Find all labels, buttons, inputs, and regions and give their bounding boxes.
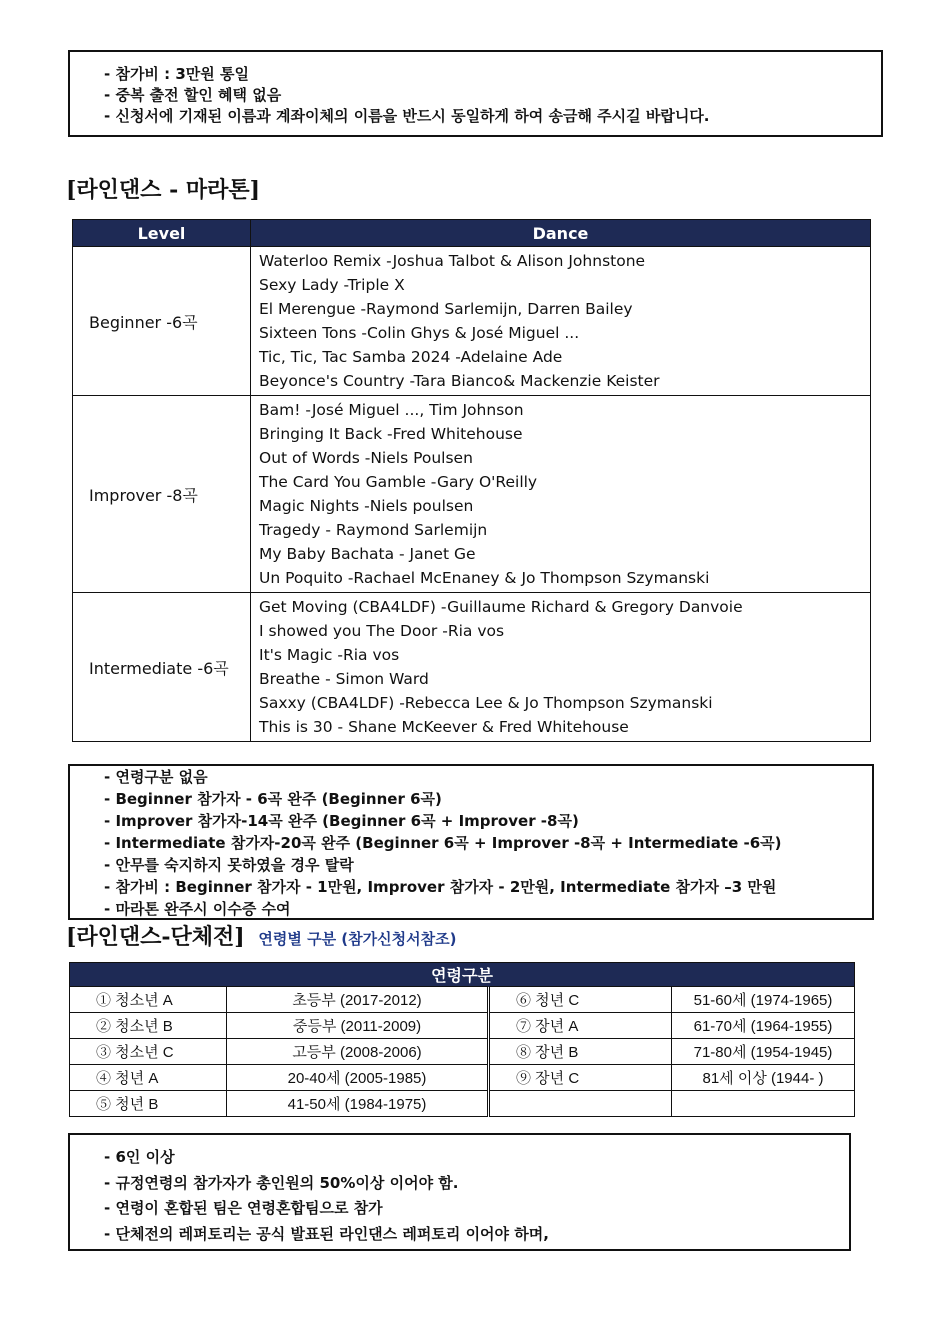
song-item: Saxxy (CBA4LDF) -Rebecca Lee & Jo Thompson Szymanski — [259, 694, 713, 712]
team-notes-box — [68, 1133, 851, 1251]
song-item: Sexy Lady -Triple X — [259, 276, 405, 294]
team-note: - 규정연령의 참가자가 총인원의 50%이상 이어야 함. — [104, 1171, 849, 1197]
marathon-notes-list — [104, 766, 872, 920]
marathon-note: - Beginner 참가자 - 6곡 완주 (Beginner 6곡) — [104, 788, 872, 810]
song-item: My Baby Bachata - Janet Ge — [259, 545, 476, 563]
song-item: Tic, Tic, Tac Samba 2024 -Adelaine Ade — [259, 348, 563, 366]
table-row — [70, 1065, 855, 1091]
song-item: Un Poquito -Rachael McEnaney & Jo Thompson Szymanski — [259, 569, 710, 587]
team-note: - 6인 이상 — [104, 1145, 849, 1171]
age-group-name: ⑧ 장년 B — [489, 1039, 672, 1065]
marathon-note: - 마라톤 완주시 이수증 수여 — [104, 898, 872, 920]
song-item: Magic Nights -Niels poulsen — [259, 497, 474, 515]
song-item: The Card You Gamble -Gary O'Reilly — [259, 473, 538, 491]
age-group-range: 20-40세 (2005-1985) — [227, 1065, 489, 1091]
song-item: Beyonce's Country -Tara Bianco& Mackenzie Keister — [259, 372, 660, 390]
fee-notes-box — [68, 50, 883, 137]
song-item: Bam! -José Miguel ..., Tim Johnson — [259, 401, 524, 419]
song-item: Sixteen Tons -Colin Ghys & José Miguel ... — [259, 324, 580, 342]
table-header-row — [73, 220, 871, 247]
age-group-range: 81세 이상 (1944- ) — [672, 1065, 855, 1091]
age-group-range: 초등부 (2017-2012) — [227, 987, 489, 1013]
table-row — [70, 1039, 855, 1065]
song-item: Breathe - Simon Ward — [259, 670, 429, 688]
level-cell-intermediate: Intermediate -6곡 — [73, 593, 251, 742]
age-group-name: ③ 청소년 C — [70, 1039, 227, 1065]
team-heading-title: [라인댄스-단체전] — [66, 924, 245, 950]
level-column-header: Level — [73, 220, 251, 247]
songs-cell-intermediate — [251, 593, 871, 742]
marathon-note: - 참가비 : Beginner 참가자 - 1만원, Improver 참가자 - 2만원, Intermediate 참가자 –3 만원 — [104, 876, 872, 898]
age-group-name: ⑨ 장년 C — [489, 1065, 672, 1091]
age-group-range: 61-70세 (1964-1955) — [672, 1013, 855, 1039]
age-group-range: 고등부 (2008-2006) — [227, 1039, 489, 1065]
age-group-range: 중등부 (2011-2009) — [227, 1013, 489, 1039]
age-group-name: ⑤ 청년 B — [70, 1091, 227, 1117]
age-group-name — [489, 1091, 672, 1117]
age-group-name: ④ 청년 A — [70, 1065, 227, 1091]
team-note: - 연령이 혼합된 팀은 연령혼합팀으로 참가 — [104, 1196, 849, 1222]
fee-note: - 신청서에 기재된 이름과 계좌이체의 이름을 반드시 동일하게 하여 송금해 주시길 바랍니다. — [104, 106, 881, 127]
song-item: Out of Words -Niels Poulsen — [259, 449, 473, 467]
fee-note: - 참가비 : 3만원 통일 — [104, 64, 881, 85]
marathon-note: - 연령구분 없음 — [104, 766, 872, 788]
dance-column-header: Dance — [251, 220, 871, 247]
age-table-title: 연령구분 — [70, 963, 855, 987]
table-row — [70, 1091, 855, 1117]
table-row — [73, 593, 871, 742]
song-item: Get Moving (CBA4LDF) -Guillaume Richard & Gregory Danvoie — [259, 598, 743, 616]
age-group-range: 71-80세 (1954-1945) — [672, 1039, 855, 1065]
age-group-range: 41-50세 (1984-1975) — [227, 1091, 489, 1117]
team-notes-list — [104, 1145, 849, 1247]
song-item: This is 30 - Shane McKeever & Fred Whitehouse — [259, 718, 629, 736]
song-item: Tragedy - Raymond Sarlemijn — [259, 521, 488, 539]
table-header-row — [70, 963, 855, 987]
team-heading-subtitle: 연령별 구분 (참가신청서참조) — [258, 930, 457, 948]
marathon-notes-box — [68, 764, 874, 920]
table-row — [70, 1013, 855, 1039]
song-item: It's Magic -Ria vos — [259, 646, 400, 664]
age-group-range: 51-60세 (1974-1965) — [672, 987, 855, 1013]
songs-cell-beginner — [251, 247, 871, 396]
song-item: Waterloo Remix -Joshua Talbot & Alison Johnstone — [259, 252, 646, 270]
marathon-dance-table — [72, 219, 871, 742]
songs-cell-improver — [251, 396, 871, 593]
marathon-note: - Improver 참가자-14곡 완주 (Beginner 6곡 + Improver -8곡) — [104, 810, 872, 832]
table-row — [70, 987, 855, 1013]
song-item: I showed you The Door -Ria vos — [259, 622, 505, 640]
age-group-name: ⑥ 청년 C — [489, 987, 672, 1013]
fee-notes-list — [104, 64, 881, 127]
team-note: - 단체전의 레퍼토리는 공식 발표된 라인댄스 레퍼토리 이어야 하며, — [104, 1222, 849, 1248]
age-group-range — [672, 1091, 855, 1117]
age-group-name: ⑦ 장년 A — [489, 1013, 672, 1039]
marathon-note: - 안무를 숙지하지 못하였을 경우 탈락 — [104, 854, 872, 876]
age-category-table — [69, 962, 855, 1117]
team-heading — [66, 920, 456, 951]
age-group-name: ① 청소년 A — [70, 987, 227, 1013]
age-group-name: ② 청소년 B — [70, 1013, 227, 1039]
fee-note: - 중복 출전 할인 혜택 없음 — [104, 85, 881, 106]
table-row — [73, 247, 871, 396]
level-cell-improver: Improver -8곡 — [73, 396, 251, 593]
level-cell-beginner: Beginner -6곡 — [73, 247, 251, 396]
song-item: El Merengue -Raymond Sarlemijn, Darren Bailey — [259, 300, 633, 318]
song-item: Bringing It Back -Fred Whitehouse — [259, 425, 523, 443]
marathon-note: - Intermediate 참가자-20곡 완주 (Beginner 6곡 + Improver -8곡 + Intermediate -6곡) — [104, 832, 872, 854]
marathon-heading: [라인댄스 - 마라톤] — [66, 177, 261, 203]
table-row — [73, 396, 871, 593]
